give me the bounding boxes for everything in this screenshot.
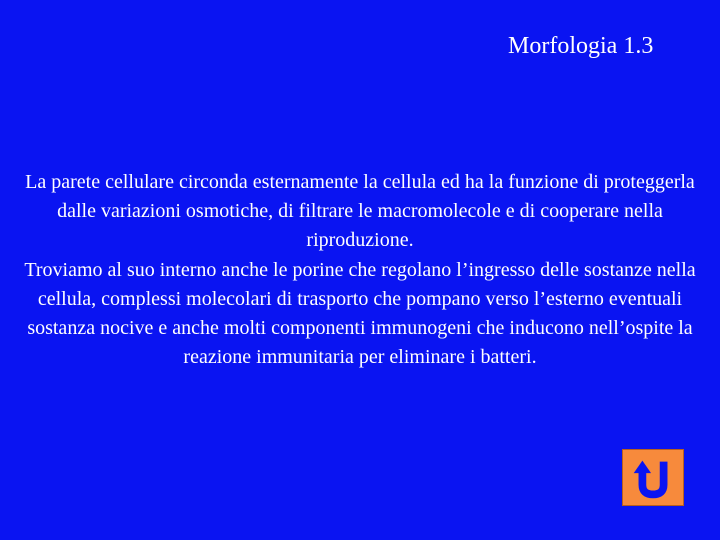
return-arrow-icon <box>623 450 683 505</box>
body-paragraph-2: Troviamo al suo interno anche le porine che regolano l’ingresso delle sostanze nella cellula, complessi molecolari di trasporto che pompano verso l’esterno eventuali sostanza nocive e anche molti componenti immunogeni che inducono nell’ospite la reazione immunitaria per eliminare i batteri. <box>24 258 696 369</box>
slide-body <box>8 168 712 372</box>
body-paragraph-1: La parete cellulare circonda esternamente la cellula ed ha la funzione di proteggerla dalle variazioni osmotiche, di filtrare le macromolecole e di cooperare nella riproduzione. <box>25 171 695 252</box>
back-button[interactable] <box>622 449 684 506</box>
slide-title: Morfologia 1.3 <box>508 33 654 59</box>
